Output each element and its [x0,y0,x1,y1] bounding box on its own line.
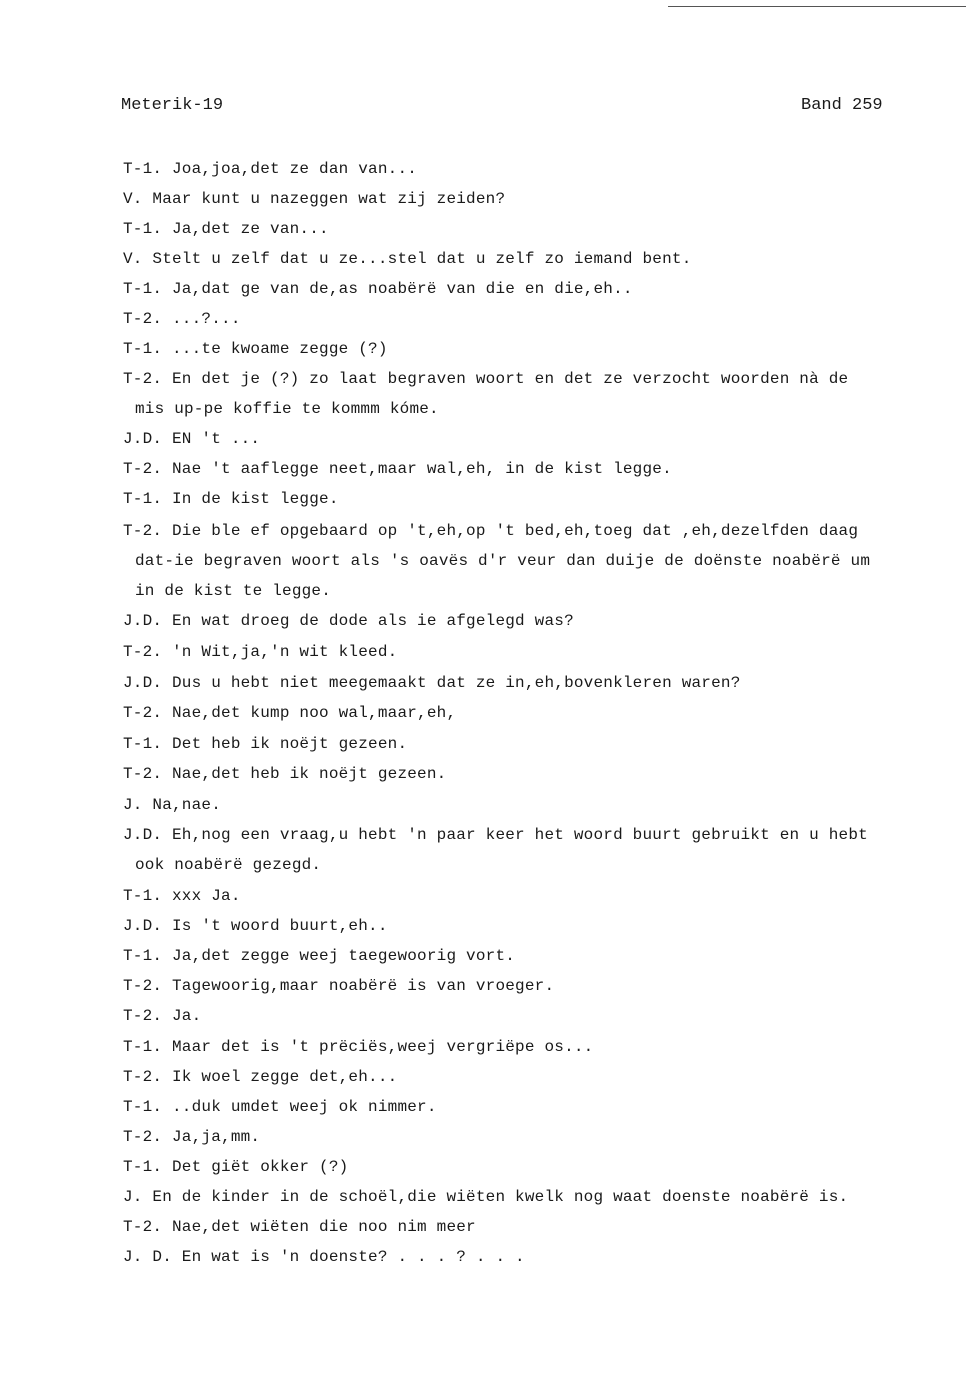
transcript-line: T-1. Joa,joa,det ze dan van... [123,160,418,178]
transcript-line: J.D. En wat droeg de dode als ie afgelegd was? [123,612,574,630]
transcript-line: T-1. ..duk umdet weej ok nimmer. [123,1098,437,1116]
transcript-line: T-1. In de kist legge. [123,490,339,508]
transcript-line: T-1. ...te kwoame zegge (?) [123,340,388,358]
transcript-line: in de kist te legge. [135,582,332,600]
transcript-line: T-1. Det giët okker (?) [123,1158,349,1176]
transcript-line: V. Stelt u zelf dat u ze...stel dat u zelf zo iemand bent. [123,250,692,268]
transcript-line: J.D. Eh,nog een vraag,u hebt 'n paar keer het woord buurt gebruikt en u hebt [123,826,868,844]
transcript-line: T-1. Ja,det ze van... [123,220,329,238]
transcript-line: T-2. Die ble ef opgebaard op 't,eh,op 't bed,eh,toeg dat ,eh,dezelfden daag [123,522,859,540]
transcript-line: T-1. Ja,det zegge weej taegewoorig vort. [123,947,516,965]
transcript-line: dat-ie begraven woort als 's oavës d'r veur dan duije de doënste noabërë um [135,552,871,570]
transcript-line: T-2. ...?... [123,310,241,328]
transcript-line: J.D. Is 't woord buurt,eh.. [123,917,388,935]
transcript-line: T-2. En det je (?) zo laat begraven woort en det ze verzocht woorden nà de [123,370,849,388]
transcript-line: T-2. Nae,det heb ik noëjt gezeen. [123,765,447,783]
transcript-line: J. Na,nae. [123,796,222,814]
top-rule [668,6,966,7]
transcript-line: J. D. En wat is 'n doenste? . . . ? . . . [123,1248,525,1266]
transcript-line: T-1. xxx Ja. [123,887,241,905]
transcript-line: J. En de kinder in de schoël,die wiëten kwelk nog waat doenste noabërë is. [123,1188,849,1206]
transcript-line: T-2. Tagewoorig,maar noabërë is van vroeger. [123,977,555,995]
transcript-line: T-2. Nae,det wiëten die noo nim meer [123,1218,476,1236]
header-band: Band 259 [801,96,883,115]
transcript-line: T-2. 'n Wit,ja,'n wit kleed. [123,643,398,661]
transcript-line: T-2. Ik woel zegge det,eh... [123,1068,398,1086]
transcript-line: T-2. Nae,det kump noo wal,maar,eh, [123,704,457,722]
transcript-line: J.D. Dus u hebt niet meegemaakt dat ze in,eh,bovenkleren waren? [123,674,741,692]
transcript-line: V. Maar kunt u nazeggen wat zij zeiden? [123,190,506,208]
transcript-line: T-2. Nae 't aaflegge neet,maar wal,eh, in de kist legge. [123,460,672,478]
transcript-line: J.D. EN 't ... [123,430,261,448]
transcript-line: mis up-pe koffie te kommm kóme. [135,400,439,418]
transcript-line: T-2. Ja. [123,1007,202,1025]
transcript-line: T-1. Det heb ik noëjt gezeen. [123,735,408,753]
transcript-line: ook noabërë gezegd. [135,856,322,874]
transcript-line: T-2. Ja,ja,mm. [123,1128,261,1146]
header-title: Meterik-19 [121,96,224,115]
transcript-line: T-1. Maar det is 't prëciës,weej vergriëpe os... [123,1038,594,1056]
transcript-line: T-1. Ja,dat ge van de,as noabërë van die en die,eh.. [123,280,633,298]
